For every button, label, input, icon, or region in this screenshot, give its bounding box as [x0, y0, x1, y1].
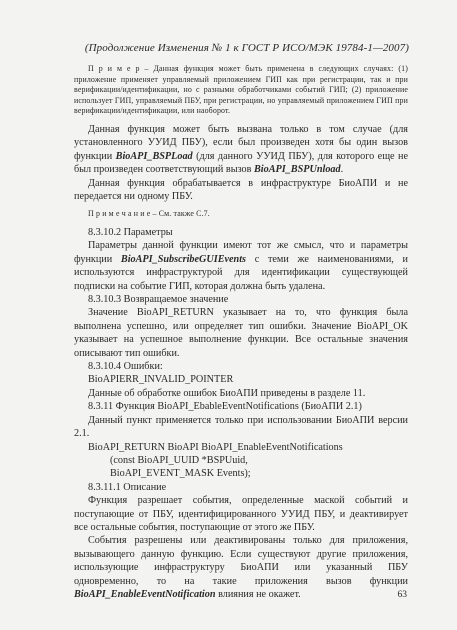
code-line-1: BioAPI_RETURN BioAPI BioAPI_EnableEventNotifications [88, 441, 343, 453]
code-line-3: BioAPI_EVENT_MASK Events); [110, 468, 251, 480]
section-heading-errors: 8.3.10.4 Ошибки: [88, 361, 163, 373]
paragraph-text: влияния не окажет. [215, 588, 301, 600]
example-label: П р и м е р [88, 64, 140, 73]
code-line-2: (const BioAPI_UUID *BSPUuid, [110, 454, 248, 466]
page-content [74, 64, 408, 601]
page-number: 63 [397, 590, 407, 600]
section-heading-parameters: 8.3.10.2 Параметры [88, 227, 173, 238]
paragraph-applications [74, 534, 408, 601]
paragraph-description: Функция разрешает события, определенные маской событий и поступающие от ПБУ, идентифицированного УУИД ПБУ, и деактивирует все остальные события, поступающие от этого же ПБУ. [74, 495, 408, 533]
paragraph-error-handling: Данные об обработке ошибок БиоАПИ приведены в разделе 11. [88, 387, 366, 399]
page-header: (Продолжение Изменения № 1 к ГОСТ Р ИСО/МЭК 19784-1—2007) [84, 42, 409, 54]
example-text: – Данная функция может быть применена в следующих случаях: (1) приложение применяет управляемый приложением ГИП как при регистрации, так и при верификации/идентификации, но с разными обработчиками событий ГИП; (2) приложение использует ГИП, управляемый ПБУ, при регистрации, но управляемый приложением ГИП при верификации/идентификации, или наоборот. [74, 64, 408, 116]
paragraph-text: Данная функция может быть вызвана только в том случае (для установленного УУИД ПБУ), если был произведен хотя бы один вызов функции [74, 123, 408, 162]
paragraph-text: Параметры данной функции имеют тот же смысл, что и параметры функции [74, 240, 408, 265]
paragraph-return-value: Значение BioAPI_RETURN указывает на то, что функция была выполнена успешно, или определяет тип ошибки. Значение BioAPI_OK указывает на успешное выполнение функции. Все остальные значения описывают тип ошибки. [74, 307, 408, 359]
paragraph-version: Данный пункт применяется только при использовании БиоАПИ версии 2.1. [74, 414, 408, 440]
function-name-enable-event-notification: BioAPI_EnableEventNotification [74, 588, 216, 600]
paragraph-bsp-load [74, 123, 408, 177]
function-name-bsp-load: BioAPI_BSPLoad [115, 150, 193, 162]
paragraph-infrastructure: Данная функция обрабатывается в инфраструктуре БиоАПИ и не передается ни одному ПБУ. [74, 177, 408, 202]
paragraph-text: с теми же наименованиями, и используются инфраструктурой для идентификации существующей подписки на событие ГИП, которая должна быть удалена. [74, 253, 408, 292]
remark-note [74, 209, 408, 220]
section-heading-return-value: 8.3.10.3 Возвращаемое значение [88, 294, 229, 306]
section-heading-description: 8.3.11.1 Описание [88, 481, 167, 493]
function-name-subscribe-gui-events: BioAPI_SubscribeGUIEvents [120, 253, 247, 265]
error-code: BioAPIERR_INVALID_POINTER [88, 374, 234, 386]
paragraph-text: События разрешены или деактивированы только для приложения, вызывающего данную функцию. Если существуют другие приложения, использующие инфраструктуру БиоАПИ или указанный ПБУ одновременно, то на такие приложения вызов функции [74, 535, 408, 587]
paragraph-text: (для данного УУИД ПБУ), для которого еще не был произведен соответствующий вызов [74, 150, 408, 176]
remark-label: П р и м е ч а н и е [88, 209, 151, 219]
example-note [74, 64, 408, 117]
paragraph-parameters [74, 239, 408, 293]
remark-text: – См. также С.7. [150, 209, 210, 219]
section-heading-enable-event-notifications: 8.3.11 Функция BioAPI_EbableEventNotifications (БиоАПИ 2.1) [88, 401, 362, 413]
paragraph-text: . [340, 164, 344, 176]
function-name-bsp-unload: BioAPI_BSPUnload [254, 164, 341, 176]
